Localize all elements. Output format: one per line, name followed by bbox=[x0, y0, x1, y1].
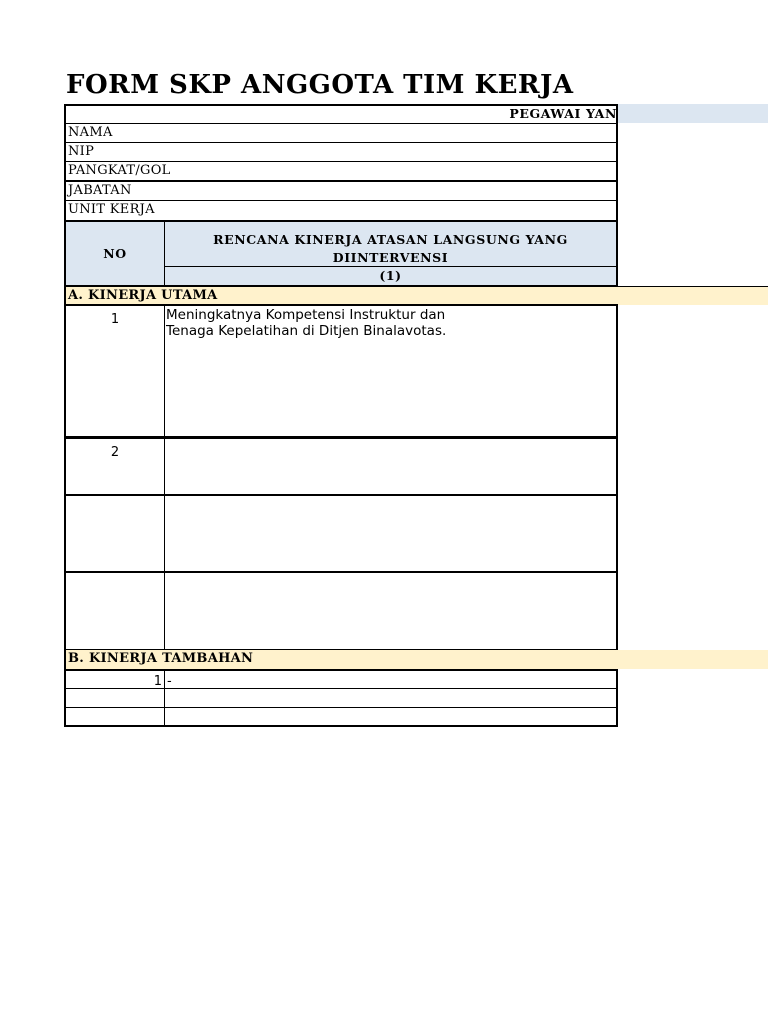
tambahan-row-1-no-cell bbox=[64, 669, 165, 689]
column-header-rencana-label: RENCANA KINERJA ATASAN LANGSUNG YANG DIINTERVENSI bbox=[213, 232, 568, 265]
field-unit-kerja: UNIT KERJA bbox=[64, 200, 618, 221]
utama-row-2-no-cell bbox=[64, 437, 165, 496]
utama-row-4-no-cell bbox=[64, 571, 165, 651]
column-header-rencana bbox=[164, 220, 618, 267]
utama-row-1-text-cell bbox=[164, 304, 618, 438]
utama-row-4-text-cell bbox=[164, 571, 618, 651]
utama-row-1-text-line2: Tenaga Kepelatihan di Ditjen Binalavotas. bbox=[166, 323, 447, 339]
field-jabatan: JABATAN bbox=[64, 181, 618, 201]
section-kinerja-tambahan: B. KINERJA TAMBAHAN bbox=[64, 650, 768, 669]
column-header-rencana-number-label: (1) bbox=[379, 268, 402, 283]
tambahan-row-2-text-cell bbox=[164, 688, 618, 708]
column-header-no bbox=[64, 220, 165, 287]
utama-row-3-text-cell bbox=[164, 494, 618, 573]
column-header-no-label: NO bbox=[103, 246, 127, 261]
field-nip: NIP bbox=[64, 142, 618, 162]
employee-header-band bbox=[616, 104, 768, 123]
tambahan-row-1-text: - bbox=[167, 674, 172, 689]
tambahan-row-2-no-cell bbox=[64, 688, 165, 708]
field-pangkat-gol: PANGKAT/GOL bbox=[64, 161, 618, 181]
utama-row-3-no-cell bbox=[64, 494, 165, 573]
employee-header-label: PEGAWAI YAN bbox=[509, 106, 617, 121]
column-header-rencana-number bbox=[164, 266, 618, 287]
tambahan-row-3-no-cell bbox=[64, 707, 165, 727]
tambahan-row-1-no: 1 bbox=[153, 674, 162, 689]
field-nama: NAMA bbox=[64, 123, 618, 143]
utama-row-2-text-cell bbox=[164, 437, 618, 496]
utama-row-1-no: 1 bbox=[110, 312, 120, 327]
section-kinerja-utama: A. KINERJA UTAMA bbox=[64, 286, 768, 305]
utama-row-1-text-line1: Meningkatnya Kompetensi Instruktur dan bbox=[166, 307, 446, 323]
utama-row-1-no-cell bbox=[64, 304, 165, 438]
tambahan-row-1-text-cell bbox=[164, 669, 618, 689]
utama-row-2-no: 2 bbox=[110, 445, 120, 460]
form-title: FORM SKP ANGGOTA TIM KERJA bbox=[66, 70, 574, 100]
tambahan-row-3-text-cell bbox=[164, 707, 618, 727]
